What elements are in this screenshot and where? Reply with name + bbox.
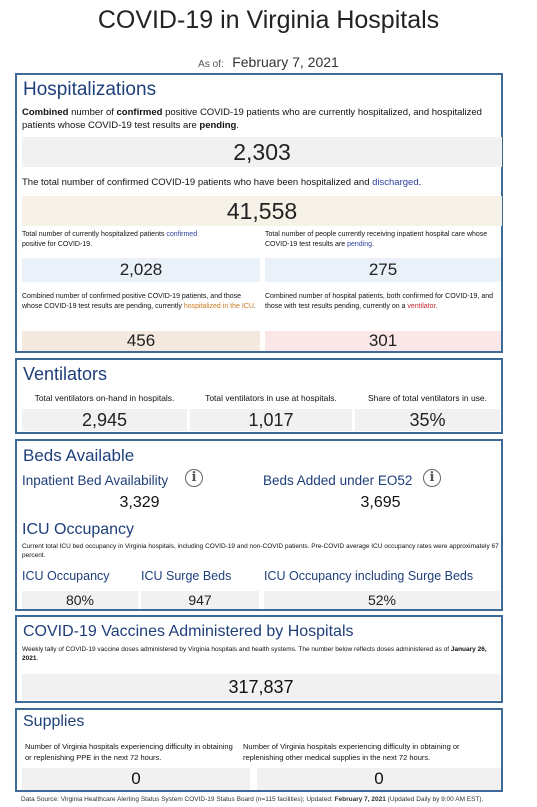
- total-description: The total number of confirmed COVID-19 patients who have been hospitalized and discharged.: [22, 177, 422, 188]
- supplies-title: Supplies: [23, 713, 85, 730]
- icu-value: 456: [22, 331, 260, 351]
- confirmed-description: Total number of currently hospitalized patients confirmed positive for COVID-19.: [22, 231, 198, 248]
- inpatient-bed-value: 3,329: [119, 494, 160, 511]
- as-of-label: As of:: [198, 59, 224, 70]
- icu-surge-occupancy-value: 52%: [264, 591, 500, 609]
- ppe-value: 0: [22, 768, 250, 790]
- vent-inuse-value: 1,017: [190, 409, 352, 431]
- hospitalizations-panel: [15, 73, 503, 353]
- ppe-description: Number of Virginia hospitals experiencing difficulty in obtaining or replenishing PPE in the next 72 hours.: [25, 742, 233, 762]
- hospitalizations-title: Hospitalizations: [23, 79, 157, 100]
- icu-surge-value: 947: [141, 591, 259, 609]
- icu-occupancy-value: 80%: [22, 591, 138, 609]
- eo52-value: 3,695: [360, 494, 401, 511]
- inpatient-bed-label: Inpatient Bed Availability: [22, 473, 169, 488]
- as-of-date: February 7, 2021: [232, 54, 339, 70]
- eo52-info-icon[interactable]: i: [423, 469, 441, 487]
- ventilators-title: Ventilators: [23, 364, 108, 384]
- ventilator-description: Combined number of hospital patients, both confirmed for COVID-19, and those with test results pending, currently on a ventilator.: [265, 293, 494, 310]
- pending-description: Total number of people currently receiving inpatient hospital care whose COVID-19 test results are pending.: [265, 231, 488, 248]
- supplies-panel: [15, 708, 503, 792]
- inpatient-info-icon[interactable]: i: [185, 469, 203, 487]
- icu-surge-label: ICU Surge Beds: [141, 569, 232, 583]
- vaccines-value: 317,837: [22, 674, 500, 700]
- vaccines-panel: [15, 615, 503, 703]
- vent-inuse-label: Total ventilators in use at hospitals.: [205, 393, 337, 403]
- icu-occupancy-description: Current total ICU bed occupancy in Virginia hospitals, including COVID-19 and non-COVID patients. Pre-COVID average ICU occupancy rates were approximately 67 percent.: [22, 543, 499, 559]
- total-value: 41,558: [22, 196, 502, 226]
- data-source-footer: Data Source: Virginia Healthcare Alerting Status System COVID-19 Status Board (n=115 facilities); Updated: February 7, 2021 (Updated Daily by 9:00 AM EST).: [21, 796, 484, 803]
- other-supplies-description: Number of Virginia hospitals experiencing difficulty in obtaining or replenishing other medical supplies in the next 72 hours.: [243, 742, 460, 762]
- confirmed-value: 2,028: [22, 258, 260, 282]
- icu-occupancy-label: ICU Occupancy: [22, 569, 110, 583]
- vent-onhand-label: Total ventilators on-hand in hospitals.: [34, 393, 175, 403]
- combined-description: Combined number of confirmed positive COVID-19 patients who are currently hospitalized, and hospitalized patients whose COVID-19 test results are pending.: [22, 107, 482, 131]
- page-title: COVID-19 in Virginia Hospitals: [97, 6, 440, 34]
- other-supplies-value: 0: [257, 768, 501, 790]
- icu-surge-occupancy-label: ICU Occupancy including Surge Beds: [264, 569, 474, 583]
- vaccines-description: Weekly tally of COVID-19 vaccine doses administered by Virginia hospitals and health systems. The number below reflects doses administered as of January 26, 2021.: [22, 646, 487, 662]
- icu-description: Combined number of confirmed positive COVID-19 patients, and those whose COVID-19 test results are pending, currently hospitalized in the ICU.: [22, 293, 256, 310]
- combined-value: 2,303: [22, 137, 502, 167]
- beds-title: Beds Available: [23, 446, 135, 465]
- eo52-label: Beds Added under EO52: [263, 473, 413, 488]
- ventilators-panel: [15, 358, 503, 434]
- vent-share-value: 35%: [355, 409, 500, 431]
- icu-occupancy-title: ICU Occupancy: [22, 521, 135, 538]
- ventilator-value: 301: [265, 331, 501, 351]
- vent-share-label: Share of total ventilators in use.: [367, 393, 488, 403]
- pending-value: 275: [265, 258, 501, 282]
- beds-panel: [15, 439, 503, 611]
- vent-onhand-value: 2,945: [22, 409, 187, 431]
- as-of-line: [0, 54, 537, 72]
- vaccines-title: COVID-19 Vaccines Administered by Hospitals: [23, 623, 354, 640]
